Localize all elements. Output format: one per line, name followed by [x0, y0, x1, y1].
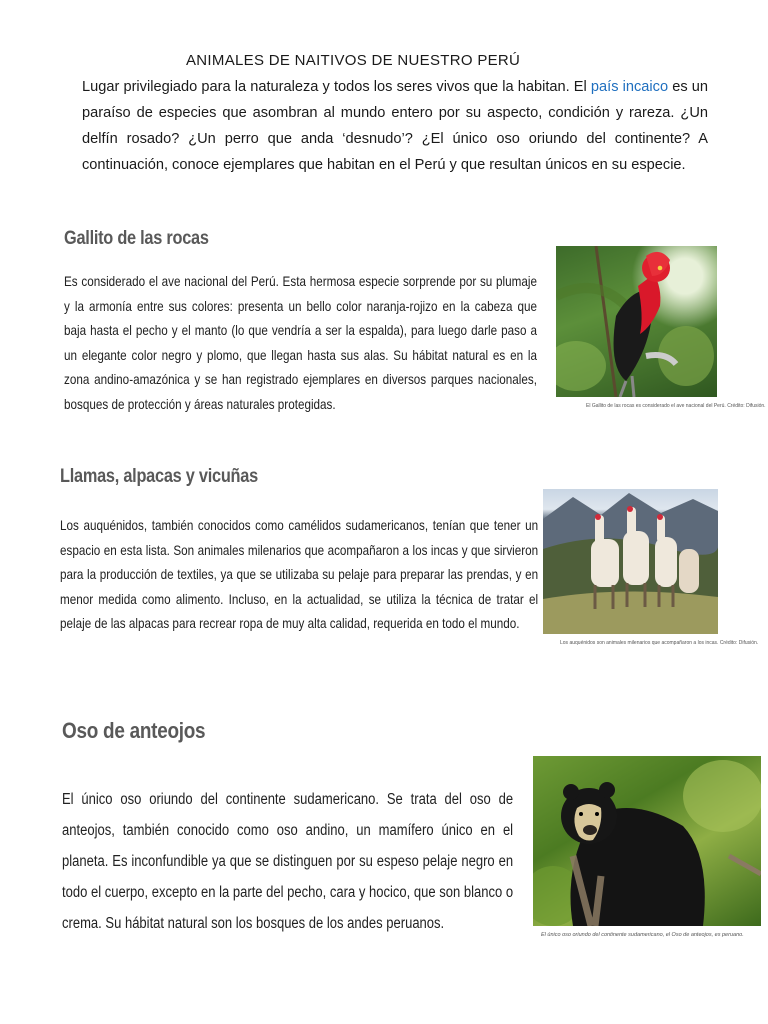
oso-de-anteojos-photo — [533, 756, 761, 926]
section-text-gallito: Es considerado el ave nacional del Perú. Esta hermosa especie sorprende por su plumaje y la armonía entre sus colores: presenta un bello color naranja-rojizo en la cabeza que baja hasta el pecho y el manto (lo que vendría a ser la espalda), para luego darle paso a un elegante color negro y plomo, que llegan hasta sus alas. Su hábitat natural es en la zona andino-amazónica y se han registrado ejemplares en diversos parques nacionales, bosques de protección y áreas naturales protegidas. — [64, 274, 537, 412]
section-text-llamas: Los auquénidos, también conocidos como camélidos sudamericanos, tenían que tener un espacio en esta lista. Son animales milenarios que acompañaron a los incas y que sirvieron para la producción de textiles, ya que se utilizaba su pelaje para preparar las prendas, y en menor medida como alimento. Incluso, en la actualidad, se utiliza la técnica de tratar el pelaje de las alpacas para recrear ropa de muy alta calidad, requerida en todo el mundo. — [60, 518, 539, 632]
bird-illustration — [556, 246, 717, 397]
intro-text-start: Lugar privilegiado para la naturaleza y todos los seres vivos que la habitan. El — [82, 79, 591, 95]
section-heading-gallito: Gallito de las rocas — [64, 228, 209, 249]
intro-paragraph — [82, 74, 708, 178]
section-text-oso: El único oso oriundo del continente sudamericano. Se trata del oso de anteojos, también conocido como oso andino, un mamífero único en el planeta. Es inconfundible ya que se distinguen por su espeso pelaje negro en todo el cuerpo, excepto en la parte del pecho, cara y hocico, que son blanco o crema. Su hábitat natural son los bosques de los andes peruanos. — [62, 791, 514, 932]
section-heading-oso: Oso de anteojos — [62, 718, 206, 743]
pais-incaico-link[interactable]: país incaico — [590, 79, 669, 95]
bear-illustration — [533, 756, 761, 926]
intro-text-end: es un paraíso de especies que asombran al mundo entero por su aspecto, condición y rareza. ¿Un delfín rosado? ¿Un perro que anda ‘desnudo’? ¿El único oso oriundo del continente? A continuación, conoce ejemplares que habitan en el Perú y que resultan únicos en su especie. — [82, 79, 708, 173]
llamas-caption: Los auquénidos son animales milenarios que acompañaron a los incas. Crédito: Difusión. — [560, 640, 759, 646]
gallito-caption: El Gallito de las rocas es considerado el ave nacional del Perú. Crédito: Difusión. — [586, 403, 766, 409]
llama-illustration — [543, 489, 718, 634]
oso-caption: El único oso oriundo del continente sudamericano, el Oso de anteojos, es peruano. — [541, 932, 744, 938]
llamas-alpacas-photo — [543, 489, 718, 634]
gallito-de-las-rocas-photo — [556, 246, 717, 397]
document-title: ANIMALES DE NAITIVOS DE NUESTRO PERÚ — [186, 52, 521, 69]
section-heading-llamas: Llamas, alpacas y vicuñas — [60, 466, 258, 487]
